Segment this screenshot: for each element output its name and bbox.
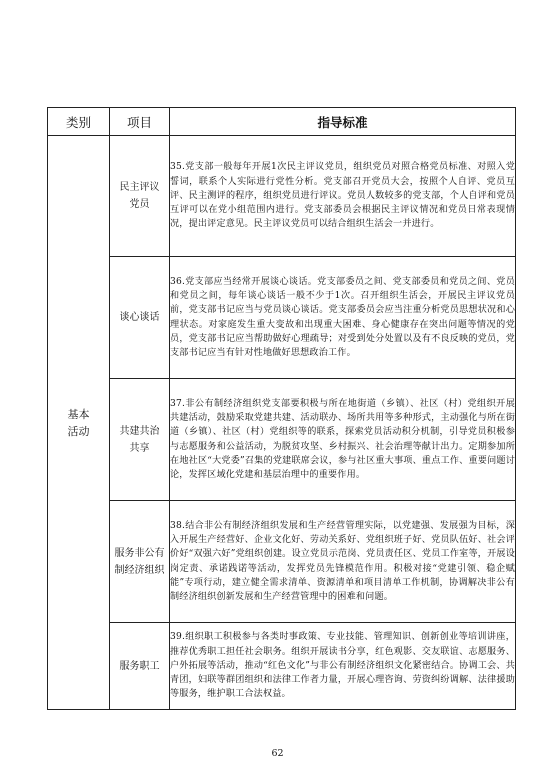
table-row	[48, 501, 516, 623]
item-label: 民主评议党员	[119, 182, 160, 210]
item-label: 共建共治共享	[119, 425, 160, 454]
header-standard: 指导标准	[170, 108, 516, 136]
page-number: 62	[271, 748, 284, 759]
category-cell	[48, 136, 110, 710]
header-category: 类别	[48, 108, 110, 136]
table-row	[48, 136, 516, 257]
item-label: 服务职工	[119, 660, 160, 672]
table-row	[48, 379, 516, 501]
category-label: 基本活动	[67, 407, 90, 438]
item-label: 谈心谈话	[119, 312, 160, 323]
table-row	[48, 623, 516, 710]
item-cell	[110, 136, 170, 257]
item-cell	[110, 379, 170, 501]
standard-cell: 37.非公有制经济组织党支部要积极与所在地街道（乡镇）、社区（村）党组织开展共建活动，鼓励采取党建共建、活动联办、场所共用等多种形式，主动强化与所在街道（乡镇）、社区（村）党组织等的联系，探索党员活动积分机制，引导党员积极参与志愿服务和公益活动，为脱贫攻坚、乡村振兴、社会治理等献计出力。定期参加所在地社区“大党委”召集的党建联席会议，参与社区重大事项、重点工作、重要问题讨论，发挥区域化党建和基层治理中的重要作用。	[170, 379, 516, 501]
item-cell	[110, 501, 170, 623]
standard-cell: 36.党支部应当经常开展谈心谈话。党支部委员之间、党支部委员和党员之间、党员和党员之间，每年谈心谈话一般不少于1次。召开组织生活会，开展民主评议党员前，党支部书记应当与党员谈心谈话。党支部委员会应当注重分析党员思想状况和心理状态。对家庭发生重大变故和出现重大困难、身心健康存在突出问题等情况的党员，党支部书记应当帮助做好心理疏导；对受到处分处置以及有不良反映的党员，党支部书记应当有针对性地做好思想政治工作。	[170, 257, 516, 379]
standard-cell: 38.结合非公有制经济组织发展和生产经营管理实际，以党建强、发展强为目标，深入开展生产经营好、企业文化好、劳动关系好、党组织班子好、党员队伍好、社会评价好“双强六好”党组织创建。设立党员示范岗、党员责任区、党员工作室等，开展设岗定责、承诺践诺等活动，发挥党员先锋模范作用。积极对接“党建引领、稳企赋能”专项行动，建立健全需求清单、资源清单和项目清单工作机制，协调解决非公有制经济组织创新发展和生产经营管理中的困难和问题。	[170, 501, 516, 623]
guidance-table	[47, 107, 516, 710]
item-label: 服务非公有制经济组织	[114, 547, 165, 576]
item-cell	[110, 257, 170, 379]
standard-cell: 35.党支部一般每年开展1次民主评议党员，组织党员对照合格党员标准、对照入党誓词，联系个人实际进行党性分析。党支部召开党员大会，按照个人自评、党员互评、民主测评的程序，组织党员进行评议。党员人数较多的党支部，个人自评和党员互评可以在党小组范围内进行。党支部委员会根据民主评议情况和党员日常表现情况，提出评定意见。民主评议党员可以结合组织生活会一并进行。	[170, 136, 516, 257]
table-row	[48, 257, 516, 379]
table-header-row	[48, 108, 516, 136]
standard-cell: 39.组织职工积极参与各类时事政策、专业技能、管理知识、创新创业等培训讲座，推荐优秀职工担任社会职务。组织开展读书分享，红色观影、交友联谊、志愿服务、户外拓展等活动，推动“红色文化”与非公有制经济组织文化紧密结合。协调工会、共青团，妇联等群团组织和法律工作者力量，开展心理咨询、劳资纠纷调解、法律援助等服务，维护职工合法权益。	[170, 623, 516, 710]
header-item: 项目	[110, 108, 170, 136]
item-cell	[110, 623, 170, 710]
